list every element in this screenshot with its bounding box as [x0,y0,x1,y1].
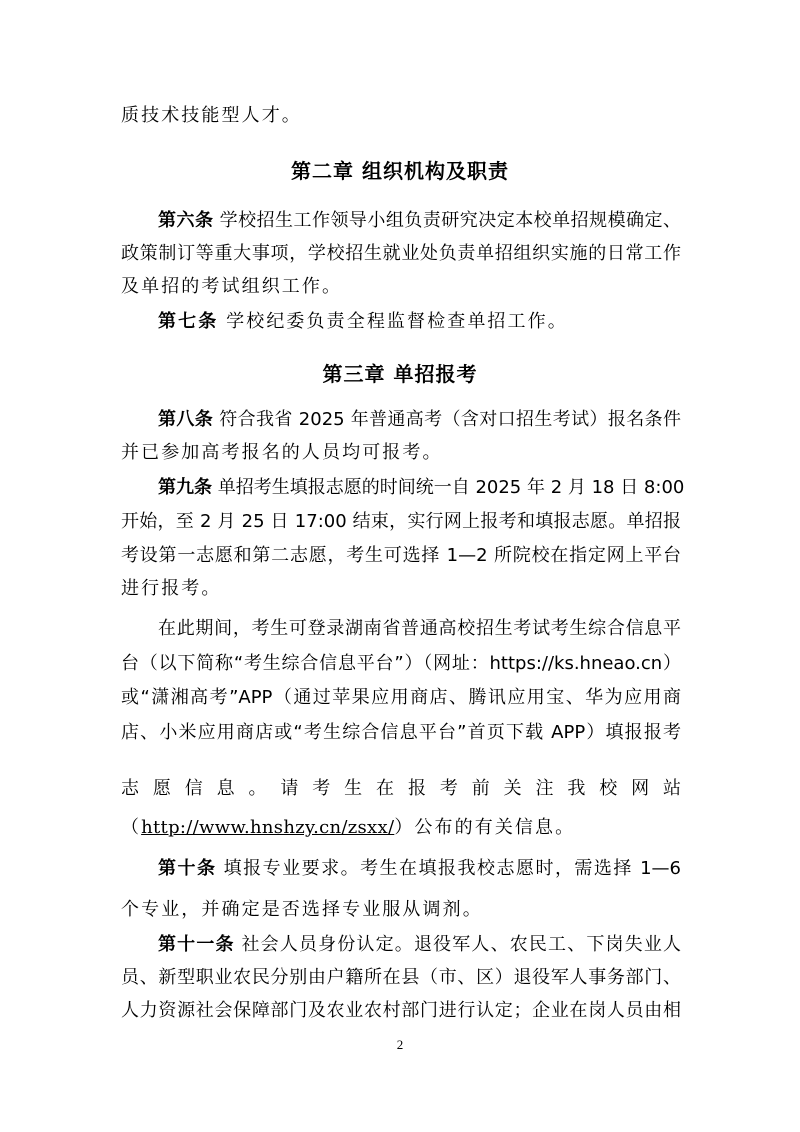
school-website-link[interactable]: http://www.hnshzy.cn/zsxx/ [141,817,395,838]
text-line: 考设第一志愿和第二志愿，考生可选择 1—2 所院校在指定网上平台 [121,545,681,566]
text-rest: ）公布的有关信息。 [394,817,576,838]
article-text: 学校招生工作领导小组负责研究决定本校单招规模确定、 [213,210,681,231]
text-line: 或“潇湘高考”APP（通过苹果应用商店、腾讯应用宝、华为应用商 [121,687,681,708]
article-label: 第十条 [158,858,217,879]
bracket-open: （ [121,817,142,838]
article-text: 社会人员身份认定。退役军人、农民工、下岗失业人 [234,934,681,955]
text-line: 开始，至 2 月 25 日 17:00 结束，实行网上报考和填报志愿。单招报 [121,511,681,532]
article-label: 第六条 [158,210,214,231]
article-text: 填报专业要求。考生在填报我校志愿时，需选择 1—6 [216,858,681,879]
text-line: 在此期间，考生可登录湖南省普通高校招生考试考生综合信息平 [158,618,681,639]
article-label: 第八条 [158,409,214,430]
article-6-line [158,209,681,233]
chapter-heading-3: 第三章 单招报考 [322,362,478,386]
text-line: 员、新型职业农民分别由户籍所在县（市、区）退役军人事务部门、 [121,967,681,988]
article-label: 第十一条 [158,934,235,955]
article-label: 第七条 [158,311,219,332]
article-8-line [158,408,681,432]
text-line: 个专业，并确定是否选择专业服从调剂。 [121,899,483,920]
text-line: 政策制订等重大事项，学校招生就业处负责单招组织实施的日常工作 [121,243,681,264]
text-line: 人力资源社会保障部门及农业农村部门进行认定；企业在岗人员由相 [121,1000,681,1021]
text-line: 质技术技能型人才。 [121,105,302,126]
text-line: 进行报考。 [121,578,222,599]
article-7-line [158,310,681,334]
article-label: 第九条 [158,477,212,498]
article-10-line [158,857,681,881]
page-number: 2 [396,1037,404,1052]
text-line: 店、小米应用商店或“考生综合信息平台”首页下载 APP）填报报考 [121,722,681,743]
text-line: 台（以下简称“考生综合信息平台”）（网址：https://ks.hneao.cn） [121,653,681,674]
article-text: 单招考生填报志愿的时间统一自 2025 年 2 月 18 日 8:00 [212,477,685,498]
chapter-heading-2: 第二章 组织机构及职责 [291,159,509,183]
article-text: 学校纪委负责全程监督检查单招工作。 [218,311,568,332]
article-9-line [158,476,685,500]
url-line [121,816,681,840]
text-line: 及单招的考试组织工作。 [121,276,343,297]
article-text: 符合我省 2025 年普通高考（含对口招生考试）报名条件 [213,409,681,430]
text-line: 并已参加高考报名的人员均可报考。 [121,442,443,463]
text-line: 志愿信息。请考生在报考前关注我校网站 [121,778,681,799]
article-11-line [158,933,681,957]
